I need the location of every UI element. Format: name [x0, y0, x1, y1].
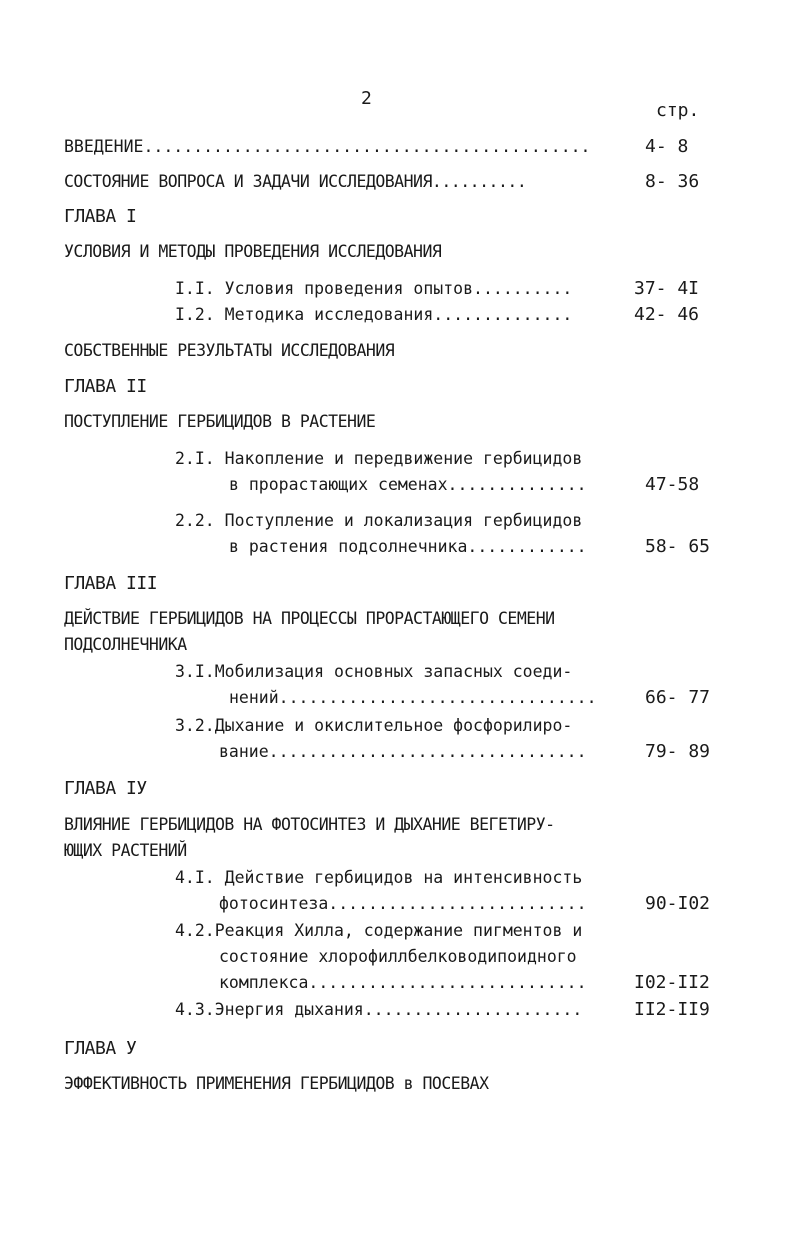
chapter-1-title: УСЛОВИЯ И МЕТОДЫ ПРОВЕДЕНИЯ ИССЛЕДОВАНИЯ: [64, 242, 442, 261]
chapter-5-title: ЭФФЕКТИВНОСТЬ ПРИМЕНЕНИЯ ГЕРБИЦИДОВ в ПОСЕВАХ: [64, 1074, 489, 1093]
chapter-5-label: ГЛАВА У: [64, 1038, 137, 1059]
chapter-2-label: ГЛАВА II: [64, 376, 147, 397]
own-results-heading: СОБСТВЕННЫЕ РЕЗУЛЬТАТЫ ИССЛЕДОВАНИЯ: [64, 341, 395, 360]
chapter-2-title: ПОСТУПЛЕНИЕ ГЕРБИЦИДОВ В РАСТЕНИЕ: [64, 412, 376, 431]
page-number: 2: [361, 88, 372, 109]
chapter-4-label: ГЛАВА IУ: [64, 778, 147, 799]
pages-column-label: стр.: [656, 100, 700, 121]
chapter-3-label: ГЛАВА III: [64, 573, 158, 594]
chapter-1-label: ГЛАВА I: [64, 206, 137, 227]
